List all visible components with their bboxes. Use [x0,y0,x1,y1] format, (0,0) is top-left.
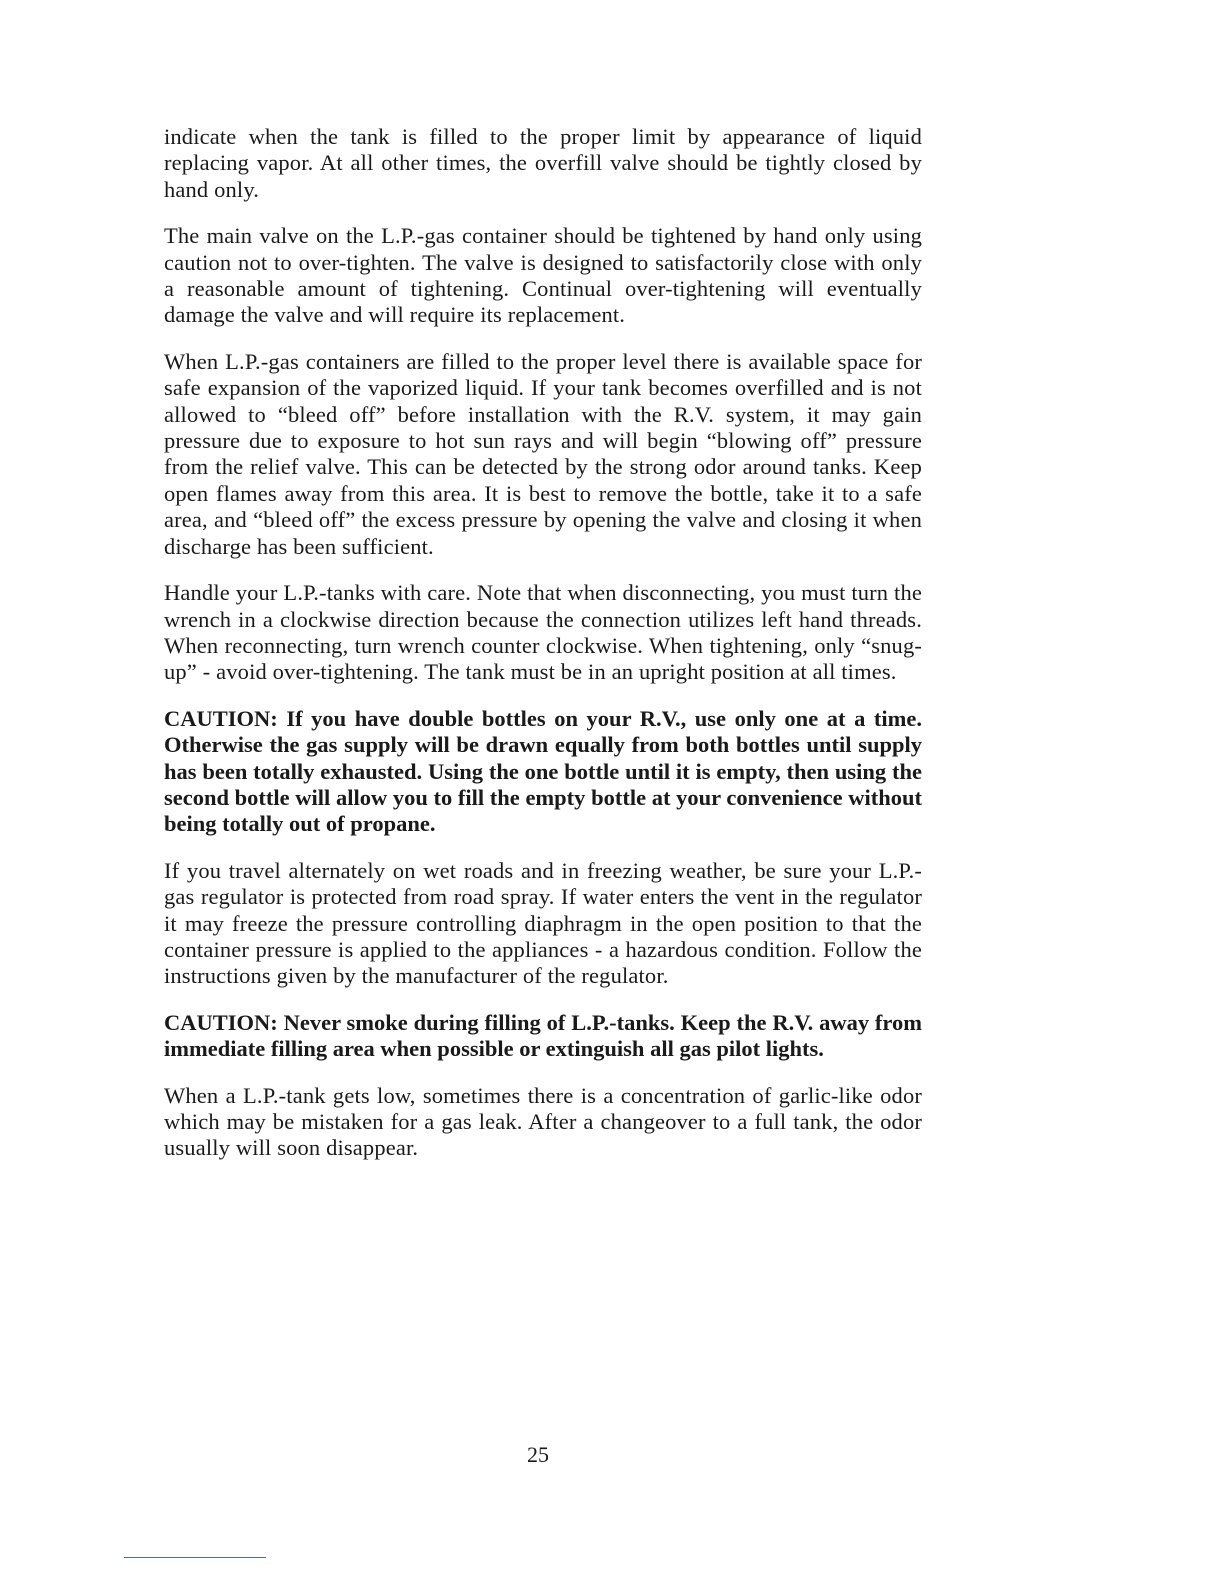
footer-rule [124,1557,266,1558]
page-number: 25 [527,1442,549,1467]
caution-double-bottles: CAUTION: If you have double bottles on your R.V., use only one at a time. Otherwise the gas supply will be drawn equally from both bottles until supply has been totally exhausted. Using the one bottle until it is empty, then using the second bottle will allow you to fill the empty bottle at your convenience without being totally out of propane. [164,705,922,837]
paragraph-garlic-odor: When a L.P.-tank gets low, sometimes there is a concentration of garlic-like odor which may be mistaken for a gas leak. After a changeover to a full tank, the odor usually will soon disappear. [164,1082,922,1161]
paragraph-overfill-valve: indicate when the tank is filled to the proper limit by appearance of liquid replacing vapor. At all other times, the overfill valve should be tightly closed by hand only. [164,124,922,202]
caution-no-smoking: CAUTION: Never smoke during filling of L.P.-tanks. Keep the R.V. away from immediate filling area when possible or extinguish all gas pilot lights. [164,1009,922,1062]
paragraph-handle-tanks: Handle your L.P.-tanks with care. Note that when disconnecting, you must turn the wrench in a clockwise direction because the connection utilizes left hand threads. When reconnecting, turn wrench counter clockwise. When tightening, only “snug-up” - avoid over-tightening. The tank must be in an upright position at all times. [164,580,922,685]
paragraph-overfilled-containers: When L.P.-gas containers are filled to the proper level there is available space for safe expansion of the vaporized liquid. If your tank becomes overfilled and is not allowed to “bleed off” before installation with the R.V. system, it may gain pressure due to exposure to hot sun rays and will begin “blowing off” pressure from the relief valve. This can be detected by the strong odor around tanks. Keep open flames away from this area. It is best to remove the bottle, take it to a safe area, and “bleed off” the excess pressure by opening the valve and closing it when discharge has been sufficient. [164,348,922,559]
page-body [164,124,922,1182]
paragraph-freezing-weather: If you travel alternately on wet roads and in freezing weather, be sure your L.P.-gas regulator is protected from road spray. If water enters the vent in the regulator it may freeze the pressure controlling diaphragm in the open position to that the container pressure is applied to the appliances - a hazardous condition. Follow the instructions given by the manufacturer of the regulator. [164,857,922,989]
paragraph-main-valve: The main valve on the L.P.-gas container should be tightened by hand only using caution not to over-tighten. The valve is designed to satisfactorily close with only a reasonable amount of tightening. Continual over-tightening will eventually damage the valve and will require its replacement. [164,223,922,328]
